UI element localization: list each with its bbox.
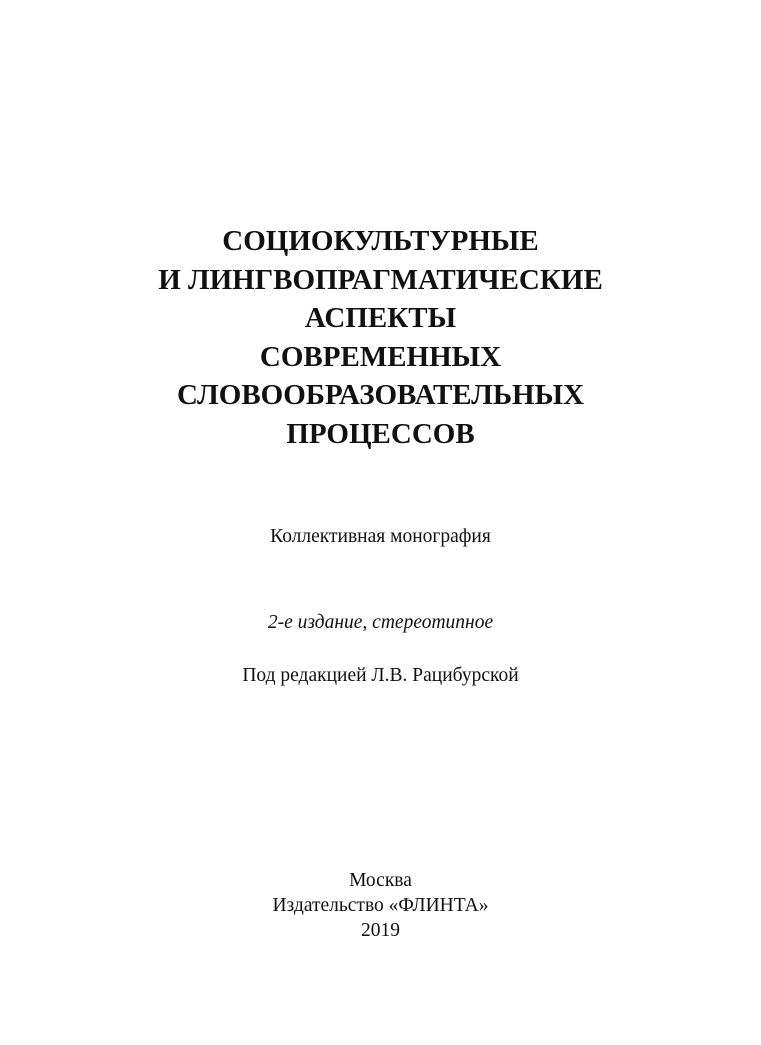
book-title [0, 222, 761, 453]
imprint-city: Москва [349, 870, 412, 891]
imprint-year: 2019 [361, 920, 400, 941]
title-line-1: СОЦИОКУЛЬТУРНЫЕ [222, 225, 539, 257]
title-line-3: АСПЕКТЫ [304, 302, 457, 334]
title-line-4: СОВРЕМЕННЫХ [259, 340, 502, 373]
title-line-5: СЛОВООБРАЗОВАТЕЛЬНЫХ [176, 379, 585, 411]
edition-note: 2-е издание, стереотипное [267, 612, 494, 633]
imprint [0, 868, 761, 943]
imprint-publisher: Издательство «ФЛИНТА» [272, 895, 489, 916]
title-line-6: ПРОЦЕССОВ [286, 417, 475, 450]
editor-credit: Под редакцией Л.В. Рацибурской [242, 665, 519, 686]
book-subtitle: Коллективная монография [270, 526, 491, 547]
title-line-2: И ЛИНГВОПРАГМАТИЧЕСКИЕ [158, 263, 603, 296]
